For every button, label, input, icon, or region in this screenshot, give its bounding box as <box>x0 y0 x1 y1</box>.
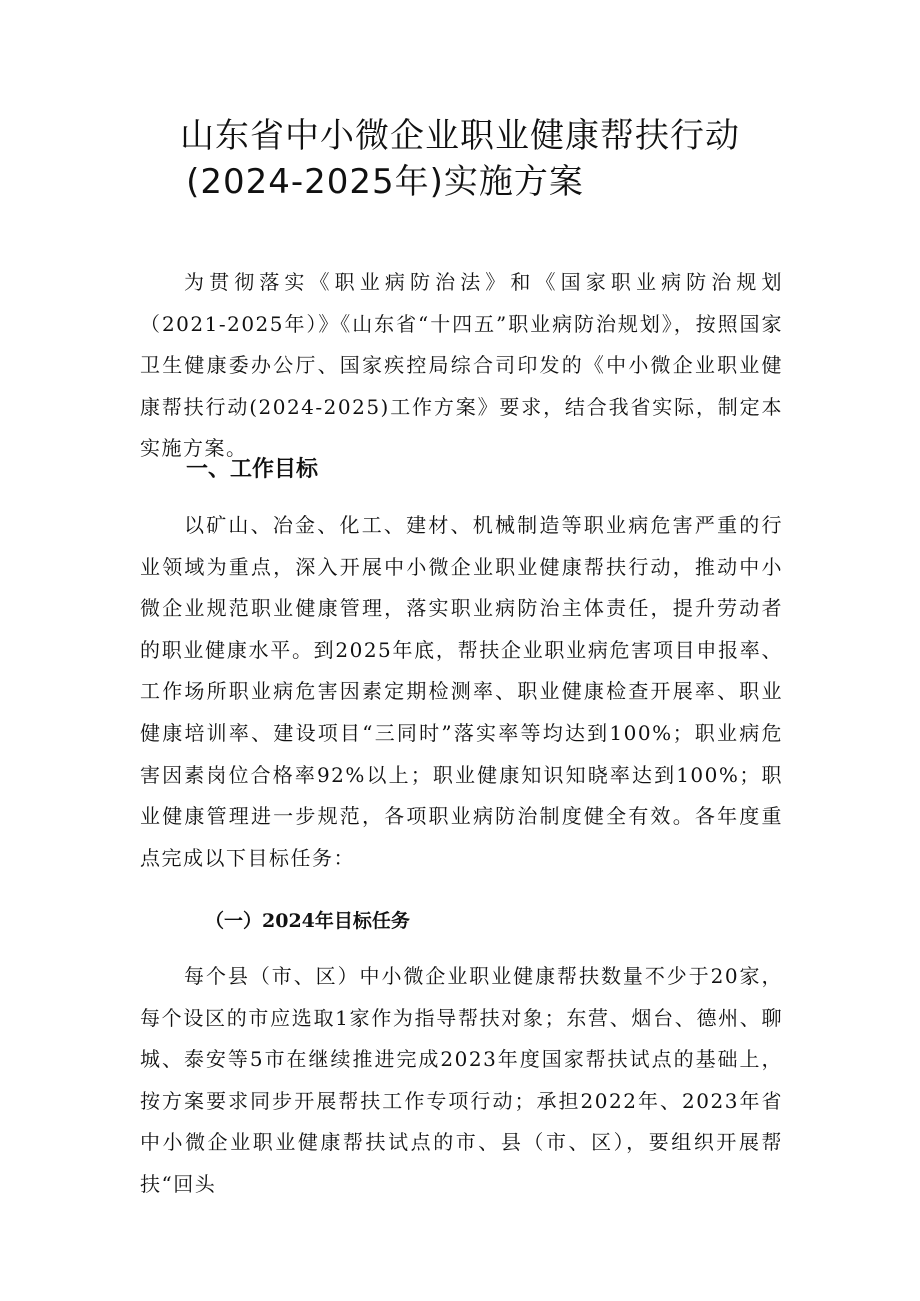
section-heading-work-goals: 一、工作目标 <box>186 457 319 482</box>
intro-paragraph: 为贯彻落实《职业病防治法》和《国家职业病防治规划（2021-2025年）》《山东省“十四五”职业病防治规划》，按照国家卫生健康委办公厅、国家疾控局综合司印发的《中小微企业职业健康帮扶行动(2024-2025)工作方案》要求，结合我省实际，制定本实施方案。 <box>140 270 783 461</box>
subsection-heading-2024: （一）2024年目标任务 <box>205 910 410 932</box>
tasks-2024-paragraph: 每个县（市、区）中小微企业职业健康帮扶数量不少于20家，每个设区的市应选取1家作为指导帮扶对象；东营、烟台、德州、聊城、泰安等5市在继续推进完成2023年度国家帮扶试点的基础上，按方案要求同步开展帮扶工作专项行动；承担2022年、2023年省中小微企业职业健康帮扶试点的市、县（市、区），要组织开展帮扶“回头 <box>140 964 783 1196</box>
document-title-line1: 山东省中小微企业职业健康帮扶行动 <box>180 116 740 156</box>
work-goals-paragraph: 以矿山、冶金、化工、建材、机械制造等职业病危害严重的行业领域为重点，深入开展中小微企业职业健康帮扶行动，推动中小微企业规范职业健康管理，落实职业病防治主体责任，提升劳动者的职业健康水平。到2025年底，帮扶企业职业病危害项目申报率、工作场所职业病危害因素定期检测率、职业健康检查开展率、职业健康培训率、建设项目“三同时”落实率等均达到100%；职业病危害因素岗位合格率92%以上；职业健康知识知晓率达到100%；职业健康管理进一步规范，各项职业病防治制度健全有效。各年度重点完成以下目标任务： <box>140 513 783 870</box>
document-title-line2: (2024-2025年)实施方案 <box>186 162 584 202</box>
